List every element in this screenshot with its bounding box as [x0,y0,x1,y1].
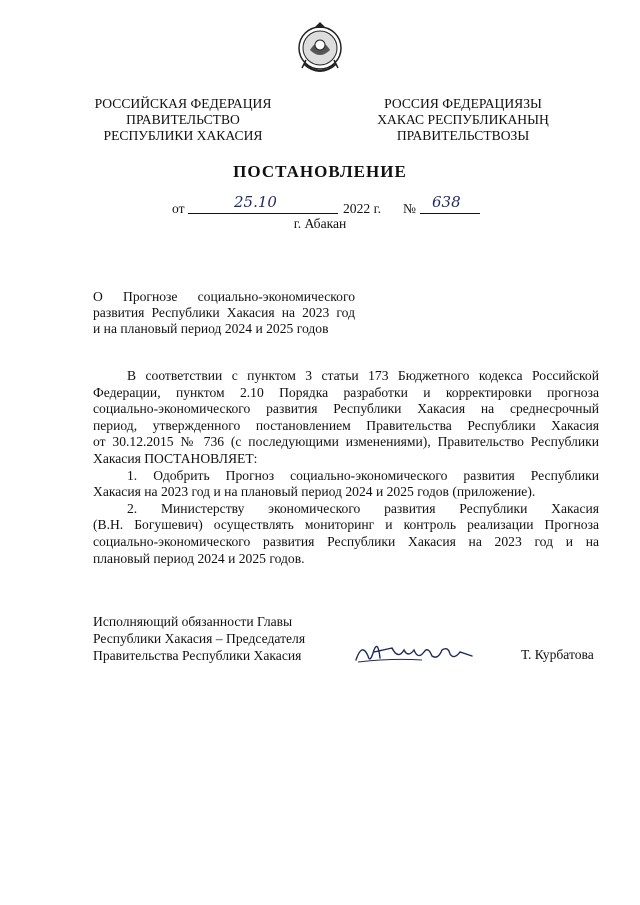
city-label: г. Абакан [293,216,347,231]
signatory-line: Правительства Республики Хакасия [93,648,302,663]
body-line: социально-экономического развития Республики Хакасия на среднесрочный [93,401,599,417]
header-left-line: РОССИЙСКАЯ ФЕДЕРАЦИЯ [94,96,272,111]
subject-line: и на плановый период 2024 и 2025 годов [93,321,329,336]
signer-name: Т. Курбатова [521,647,594,662]
header-left [88,96,278,144]
year-label: 2022 г. [343,201,382,216]
body-line: (В.Н. Богушевич) осуществлять мониторинг и контроль реализации Прогноза [93,517,599,533]
body-line: от 30.12.2015 № 736 (с последующими изменениями), Правительство Республики [93,434,599,450]
coat-of-arms-icon [296,20,344,80]
handwritten-number: 638 [432,193,461,211]
subject-line: О Прогнозе социально-экономического [93,289,355,304]
header-left-line: РЕСПУБЛИКИ ХАКАСИЯ [103,128,263,143]
header-right-line: ПРАВИТЕЛЬСТВОЗЫ [396,128,530,143]
handwritten-signature [352,638,476,668]
body-line: 1. Одобрить Прогноз социально-экономического развития Республики [127,467,599,483]
handwritten-date: 25.10 [234,193,277,211]
subject-line: развития Республики Хакасия на 2023 год [93,305,355,320]
body-line: Хакасия ПОСТАНОВЛЯЕТ: [93,450,258,466]
document-type-title: ПОСТАНОВЛЕНИЕ [233,162,407,181]
signatory-line: Исполняющий обязанности Главы [93,614,293,629]
body-line: 2. Министерству экономического развития Республики Хакасия [127,500,599,516]
number-underline [420,213,480,214]
number-sign: № [403,201,416,216]
body-line: Хакасия на 2023 год и на плановый период 2024 и 2025 годов (приложение). [93,484,536,500]
body-line: период, утвержденного постановлением Правительства Республики Хакасия [93,417,599,433]
header-left-line: ПРАВИТЕЛЬСТВО [126,112,240,127]
signatory-line: Республики Хакасия – Председателя [93,631,306,646]
header-right [358,96,568,144]
signatory-title [93,613,305,664]
body-line: социально-экономического развития Республики Хакасия на 2023 год и на [93,533,599,549]
header-right-line: ХАКАС РЕСПУБЛИКАНЫҢ [377,112,549,127]
body-line: В соответствии с пунктом 3 статьи 173 Бюджетного кодекса Российской [127,368,599,383]
date-prefix: от [172,201,185,216]
date-underline [188,213,338,214]
document-subject [93,289,355,337]
body-line: плановый период 2024 и 2025 годов. [93,550,305,566]
document-body [93,368,599,567]
body-line: Федерации, пунктом 2.10 Порядка разработки и корректировки прогноза [93,384,599,400]
header-right-line: РОССИЯ ФЕДЕРАЦИЯЗЫ [384,96,542,111]
